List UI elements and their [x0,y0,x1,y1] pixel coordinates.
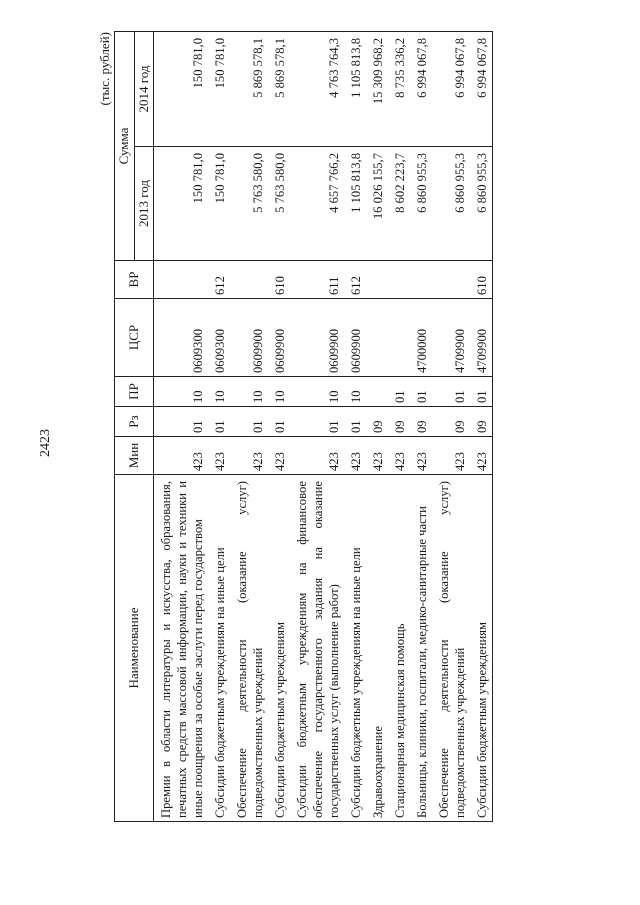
row-csr-cell: 0609900 [230,299,268,377]
table-row [268,32,290,822]
row-sum-2013-cell: 6 860 955,3 [470,147,492,261]
row-min-cell: 423 [432,437,470,475]
row-name-cell: Здравоохранение [366,475,388,822]
row-csr-cell: 4709900 [470,299,492,377]
row-sum-2014-cell: 5 869 578,1 [230,32,268,147]
row-min-cell: 423 [290,437,344,475]
row-csr-cell: 0609900 [344,299,366,377]
row-csr-cell: 4709900 [432,299,470,377]
row-sum-2014-cell: 150 781,0 [208,32,230,147]
row-pr-cell: 10 [154,377,208,407]
row-vr-cell [366,261,388,299]
row-pr-cell: 01 [388,377,410,407]
row-sum-2014-cell: 6 994 067,8 [410,32,432,147]
table-row [290,32,344,822]
row-vr-cell [230,261,268,299]
row-vr-cell [388,261,410,299]
row-name-cell: Субсидии бюджетным учреждениям на иные цели [208,475,230,822]
row-sum-2013-cell: 6 860 955,3 [432,147,470,261]
row-min-cell: 423 [208,437,230,475]
row-pr-cell: 10 [290,377,344,407]
units-note: (тыс. рублей) [97,32,112,106]
row-rz-cell: 01 [208,407,230,437]
row-pr-cell: 10 [268,377,290,407]
row-rz-cell: 09 [366,407,388,437]
row-min-cell: 423 [366,437,388,475]
row-vr-cell: 610 [470,261,492,299]
table-row [388,32,410,822]
row-pr-cell: 10 [344,377,366,407]
table-row [344,32,366,822]
row-vr-cell: 610 [268,261,290,299]
row-min-cell: 423 [268,437,290,475]
row-vr-cell: 612 [344,261,366,299]
table-row [470,32,492,822]
header-year-2013: 2013 год [134,147,154,261]
row-name-cell: Обеспечение деятельности (оказание услуг) подведомственных учреждений [432,475,470,822]
row-sum-2014-cell: 15 309 968,2 [366,32,388,147]
row-sum-2013-cell: 150 781,0 [154,147,208,261]
header-sum: Сумма [115,32,135,261]
row-min-cell: 423 [154,437,208,475]
row-min-cell: 423 [410,437,432,475]
row-sum-2013-cell: 6 860 955,3 [410,147,432,261]
row-csr-cell: 4700000 [410,299,432,377]
table-header [115,32,154,822]
table-row [154,32,208,822]
row-rz-cell: 09 [410,407,432,437]
row-min-cell: 423 [344,437,366,475]
header-name: Наименование [115,475,154,822]
table-body [154,32,493,822]
row-vr-cell [410,261,432,299]
row-pr-cell: 10 [230,377,268,407]
row-csr-cell: 0609300 [154,299,208,377]
row-rz-cell: 09 [432,407,470,437]
row-csr-cell [366,299,388,377]
row-rz-cell: 01 [290,407,344,437]
header-year-2014: 2014 год [134,32,154,147]
row-pr-cell: 01 [470,377,492,407]
row-csr-cell: 0609300 [208,299,230,377]
row-rz-cell: 09 [470,407,492,437]
row-sum-2014-cell: 6 994 067,8 [432,32,470,147]
row-name-cell: Субсидии бюджетным учреждениям [268,475,290,822]
row-sum-2014-cell: 8 735 336,2 [388,32,410,147]
row-pr-cell: 01 [432,377,470,407]
row-name-cell: Стационарная медицинская помощь [388,475,410,822]
row-sum-2013-cell: 16 026 155,7 [366,147,388,261]
header-csr: ЦСР [115,299,154,377]
table-row [410,32,432,822]
row-rz-cell: 01 [344,407,366,437]
row-name-cell: Субсидии бюджетным учреждениям на иные цели [344,475,366,822]
row-name-cell: Субсидии бюджетным учреждениям на финансовое обеспечение государственного задания на оказание государственных услуг (выполнение работ) [290,475,344,822]
row-csr-cell: 0609900 [290,299,344,377]
row-rz-cell: 01 [154,407,208,437]
row-sum-2013-cell: 8 602 223,7 [388,147,410,261]
row-sum-2013-cell: 1 105 813,8 [344,147,366,261]
table-row [432,32,470,822]
table-row [366,32,388,822]
row-name-cell: Обеспечение деятельности (оказание услуг) подведомственных учреждений [230,475,268,822]
row-name-cell: Больницы, клиники, госпитали, медико-санитарные части [410,475,432,822]
row-pr-cell: 10 [208,377,230,407]
header-vr: ВР [115,261,154,299]
row-name-cell: Субсидии бюджетным учреждениям [470,475,492,822]
header-min: Мин [115,437,154,475]
table-row [230,32,268,822]
rotated-page-content [97,32,590,822]
row-sum-2014-cell: 6 994 067,8 [470,32,492,147]
row-vr-cell: 611 [290,261,344,299]
row-sum-2014-cell: 150 781,0 [154,32,208,147]
budget-table [114,31,493,822]
row-min-cell: 423 [388,437,410,475]
row-csr-cell: 0609900 [268,299,290,377]
row-sum-2014-cell: 4 763 764,3 [290,32,344,147]
row-sum-2014-cell: 1 105 813,8 [344,32,366,147]
row-sum-2014-cell: 5 869 578,1 [268,32,290,147]
row-sum-2013-cell: 5 763 580,0 [268,147,290,261]
row-csr-cell [388,299,410,377]
row-name-cell: Премии в области литературы и искусства, образования, печатных средств массовой информации, науки и техники и иные поощрения за особые заслуги перед государством [154,475,208,822]
row-vr-cell: 612 [208,261,230,299]
row-sum-2013-cell: 150 781,0 [208,147,230,261]
header-rz: Рз [115,407,154,437]
row-min-cell: 423 [470,437,492,475]
row-rz-cell: 01 [230,407,268,437]
row-min-cell: 423 [230,437,268,475]
row-vr-cell [432,261,470,299]
table-row [208,32,230,822]
page-number: 2423 [38,429,53,457]
row-vr-cell [154,261,208,299]
row-pr-cell [366,377,388,407]
row-sum-2013-cell: 4 657 766,2 [290,147,344,261]
row-sum-2013-cell: 5 763 580,0 [230,147,268,261]
row-rz-cell: 01 [268,407,290,437]
row-pr-cell: 01 [410,377,432,407]
header-pr: ПР [115,377,154,407]
row-rz-cell: 09 [388,407,410,437]
